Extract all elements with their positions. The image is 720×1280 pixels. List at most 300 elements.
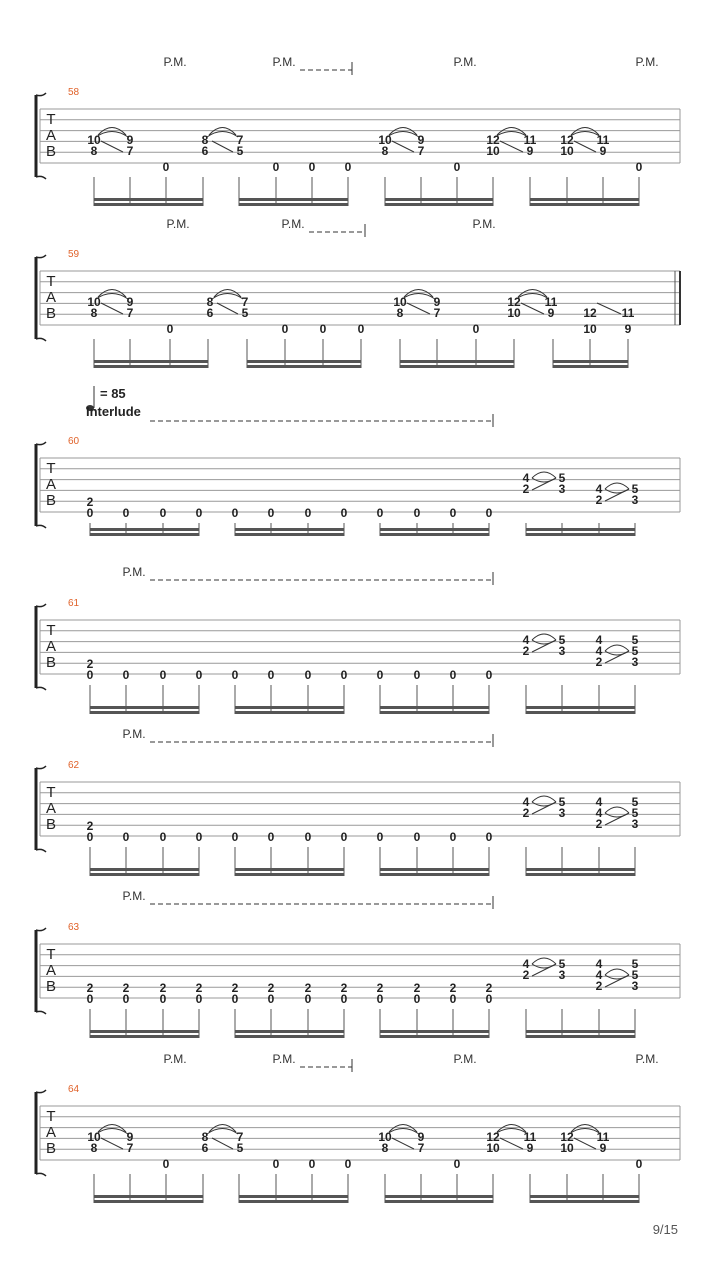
measure-number: 62 xyxy=(68,760,80,771)
note-beam xyxy=(526,528,635,531)
fret-number: 9 xyxy=(526,1141,534,1155)
slide-line xyxy=(500,141,523,152)
slur-arc xyxy=(532,958,556,964)
slide-line xyxy=(521,303,544,314)
tab-clef-a: A xyxy=(45,638,57,655)
note-beam xyxy=(235,1030,344,1033)
note-beam xyxy=(94,365,208,368)
slide-line xyxy=(212,141,233,152)
fret-number: 3 xyxy=(631,493,639,507)
tab-clef-t: T xyxy=(46,273,56,290)
fret-number: 5 xyxy=(631,795,639,809)
fret-number: 3 xyxy=(631,979,639,993)
fret-number: 0 xyxy=(304,506,312,520)
note-beam xyxy=(94,360,208,363)
fret-number: 0 xyxy=(195,668,203,682)
slide-line xyxy=(392,141,414,152)
fret-number: 4 xyxy=(595,795,603,809)
fret-number: 8 xyxy=(90,306,98,320)
note-beam xyxy=(94,203,203,206)
fret-number: 0 xyxy=(485,668,493,682)
fret-number: 2 xyxy=(449,981,457,995)
tab-clef-b: B xyxy=(45,492,57,509)
fret-number: 0 xyxy=(281,322,289,336)
note-beam xyxy=(94,198,203,201)
note-beam xyxy=(235,1035,344,1038)
fret-number: 0 xyxy=(449,992,457,1006)
fret-number: 0 xyxy=(376,506,384,520)
fret-number: 8 xyxy=(201,133,209,147)
fret-number: 0 xyxy=(357,322,365,336)
tab-clef-a: A xyxy=(45,127,57,144)
fret-number: 8 xyxy=(90,1141,98,1155)
tab-clef-b: B xyxy=(45,143,57,160)
fret-number: 0 xyxy=(267,668,275,682)
system-bracket-bottom xyxy=(36,849,46,852)
fret-number: 0 xyxy=(304,992,312,1006)
fret-number: 0 xyxy=(195,992,203,1006)
fret-number: 2 xyxy=(595,817,603,831)
fret-number: 9 xyxy=(417,133,425,147)
palm-mute-label: P.M. xyxy=(272,1052,296,1066)
fret-number: 0 xyxy=(272,160,280,174)
fret-number: 0 xyxy=(86,830,94,844)
fret-number: 0 xyxy=(344,160,352,174)
fret-number: 0 xyxy=(340,668,348,682)
fret-number: 10 xyxy=(378,1130,392,1144)
fret-number: 11 xyxy=(523,133,537,147)
system-bracket-bottom xyxy=(36,687,46,690)
fret-number: 12 xyxy=(507,295,521,309)
note-beam xyxy=(90,1035,199,1038)
fret-number: 8 xyxy=(396,306,404,320)
fret-number: 2 xyxy=(485,981,493,995)
fret-number: 2 xyxy=(522,644,530,658)
fret-number: 0 xyxy=(159,830,167,844)
slide-line xyxy=(101,1138,123,1149)
note-beam xyxy=(235,533,344,536)
slur-arc xyxy=(605,483,629,489)
slide-line xyxy=(212,1138,233,1149)
note-beam xyxy=(239,1200,348,1203)
fret-number: 4 xyxy=(522,957,530,971)
slide-line xyxy=(574,1138,596,1149)
tab-clef-a: A xyxy=(45,289,57,306)
note-beam xyxy=(530,203,639,206)
tab-system-61 xyxy=(36,565,680,714)
palm-mute-label: P.M. xyxy=(281,217,305,231)
fret-number: 2 xyxy=(304,981,312,995)
palm-mute-label: P.M. xyxy=(166,217,190,231)
fret-number: 0 xyxy=(159,506,167,520)
measure-number: 58 xyxy=(68,87,80,98)
slur-arc xyxy=(605,645,629,651)
tab-clef-t: T xyxy=(46,1108,56,1125)
note-beam xyxy=(235,711,344,714)
tab-clef-a: A xyxy=(45,800,57,817)
tab-clef-b: B xyxy=(45,816,57,833)
tab-system-58 xyxy=(36,55,680,206)
tab-clef-t: T xyxy=(46,784,56,801)
fret-number: 0 xyxy=(86,668,94,682)
system-bracket-top xyxy=(36,604,46,607)
note-beam xyxy=(380,533,489,536)
fret-number: 8 xyxy=(201,1130,209,1144)
slur-arc xyxy=(532,472,556,478)
fret-number: 0 xyxy=(449,830,457,844)
fret-number: 0 xyxy=(485,992,493,1006)
fret-number: 0 xyxy=(86,506,94,520)
palm-mute-label: P.M. xyxy=(272,55,296,69)
fret-number: 0 xyxy=(86,992,94,1006)
note-beam xyxy=(380,528,489,531)
fret-number: 0 xyxy=(308,160,316,174)
system-bracket-top xyxy=(36,928,46,931)
fret-number: 5 xyxy=(236,144,244,158)
fret-number: 3 xyxy=(558,806,566,820)
fret-number: 0 xyxy=(413,992,421,1006)
system-bracket-bottom xyxy=(36,525,46,528)
tempo-value: = 85 xyxy=(100,386,126,401)
note-beam xyxy=(239,198,348,201)
note-beam xyxy=(526,1035,635,1038)
fret-number: 4 xyxy=(522,795,530,809)
system-bracket-top xyxy=(36,93,46,96)
fret-number: 5 xyxy=(558,633,566,647)
fret-number: 0 xyxy=(340,506,348,520)
fret-number: 2 xyxy=(595,493,603,507)
fret-number: 10 xyxy=(87,133,101,147)
tab-clef-t: T xyxy=(46,622,56,639)
fret-number: 5 xyxy=(558,795,566,809)
measure-number: 61 xyxy=(68,598,80,609)
fret-number: 0 xyxy=(485,830,493,844)
fret-number: 0 xyxy=(472,322,480,336)
fret-number: 0 xyxy=(376,992,384,1006)
fret-number: 0 xyxy=(195,830,203,844)
fret-number: 3 xyxy=(631,655,639,669)
fret-number: 7 xyxy=(417,1141,425,1155)
palm-mute-label: P.M. xyxy=(635,1052,659,1066)
tab-clef-t: T xyxy=(46,946,56,963)
tab-clef-a: A xyxy=(45,962,57,979)
note-beam xyxy=(239,203,348,206)
fret-number: 4 xyxy=(595,633,603,647)
system-bracket-top xyxy=(36,766,46,769)
fret-number: 7 xyxy=(417,144,425,158)
palm-mute-label: P.M. xyxy=(635,55,659,69)
fret-number: 9 xyxy=(126,133,134,147)
tab-system-62 xyxy=(36,727,680,876)
fret-number: 0 xyxy=(485,506,493,520)
fret-number: 0 xyxy=(231,992,239,1006)
tab-clef-a: A xyxy=(45,476,57,493)
tab-clef-b: B xyxy=(45,654,57,671)
note-beam xyxy=(380,706,489,709)
fret-number: 0 xyxy=(453,160,461,174)
slide-line xyxy=(500,1138,523,1149)
note-beam xyxy=(526,706,635,709)
fret-number: 9 xyxy=(599,1141,607,1155)
fret-number: 0 xyxy=(413,668,421,682)
fret-number: 4 xyxy=(595,806,603,820)
note-beam xyxy=(90,528,199,531)
fret-number: 0 xyxy=(159,992,167,1006)
measure-number: 63 xyxy=(68,922,80,933)
system-bracket-bottom xyxy=(36,1173,46,1176)
fret-number: 0 xyxy=(122,668,130,682)
fret-number: 9 xyxy=(417,1130,425,1144)
note-beam xyxy=(553,365,628,368)
palm-mute-label: P.M. xyxy=(163,1052,187,1066)
fret-number: 10 xyxy=(87,1130,101,1144)
palm-mute-label: P.M. xyxy=(122,889,146,903)
tab-clef-b: B xyxy=(45,1140,57,1157)
note-beam xyxy=(553,360,628,363)
fret-number: 12 xyxy=(560,133,574,147)
note-beam xyxy=(380,711,489,714)
fret-number: 9 xyxy=(126,295,134,309)
fret-number: 2 xyxy=(159,981,167,995)
tab-system-59 xyxy=(36,217,680,368)
fret-number: 5 xyxy=(631,482,639,496)
fret-number: 0 xyxy=(413,830,421,844)
slur-arc xyxy=(532,796,556,802)
fret-number: 0 xyxy=(122,992,130,1006)
fret-number: 11 xyxy=(596,133,610,147)
note-beam xyxy=(380,1030,489,1033)
fret-number: 5 xyxy=(241,306,249,320)
tab-clef-t: T xyxy=(46,460,56,477)
system-bracket-top xyxy=(36,442,46,445)
fret-number: 2 xyxy=(340,981,348,995)
fret-number: 3 xyxy=(558,644,566,658)
fret-number: 7 xyxy=(236,133,244,147)
fret-number: 10 xyxy=(507,306,521,320)
fret-number: 0 xyxy=(267,992,275,1006)
slur-arc xyxy=(605,807,629,813)
fret-number: 0 xyxy=(122,830,130,844)
measure-number: 60 xyxy=(68,436,80,447)
system-bracket-top xyxy=(36,1090,46,1093)
fret-number: 9 xyxy=(599,144,607,158)
fret-number: 0 xyxy=(166,322,174,336)
fret-number: 0 xyxy=(231,506,239,520)
fret-number: 11 xyxy=(523,1130,537,1144)
fret-number: 0 xyxy=(449,668,457,682)
fret-number: 0 xyxy=(376,830,384,844)
fret-number: 11 xyxy=(544,295,558,309)
fret-number: 3 xyxy=(631,817,639,831)
fret-number: 4 xyxy=(595,644,603,658)
fret-number: 0 xyxy=(272,1157,280,1171)
system-bracket-top xyxy=(36,255,46,258)
note-beam xyxy=(90,868,199,871)
slide-line xyxy=(101,303,123,314)
fret-number: 5 xyxy=(558,471,566,485)
palm-mute-label: P.M. xyxy=(453,55,477,69)
note-beam xyxy=(526,868,635,871)
note-beam xyxy=(530,1200,639,1203)
slide-line xyxy=(574,141,596,152)
tab-clef-b: B xyxy=(45,978,57,995)
measure-number: 59 xyxy=(68,249,80,260)
fret-number: 11 xyxy=(596,1130,610,1144)
fret-number: 5 xyxy=(236,1141,244,1155)
fret-number: 0 xyxy=(319,322,327,336)
fret-number: 9 xyxy=(433,295,441,309)
fret-number: 2 xyxy=(86,495,94,509)
note-beam xyxy=(247,365,361,368)
note-beam xyxy=(530,1195,639,1198)
fret-number: 2 xyxy=(595,979,603,993)
note-beam xyxy=(90,711,199,714)
fret-number: 6 xyxy=(206,306,214,320)
fret-number: 10 xyxy=(87,295,101,309)
fret-number: 9 xyxy=(126,1130,134,1144)
fret-number: 0 xyxy=(304,668,312,682)
tab-system-63 xyxy=(36,889,680,1038)
fret-number: 11 xyxy=(621,306,635,320)
fret-number: 4 xyxy=(595,968,603,982)
fret-number: 2 xyxy=(522,968,530,982)
fret-number: 7 xyxy=(241,295,249,309)
note-beam xyxy=(400,360,514,363)
slide-line xyxy=(392,1138,414,1149)
fret-number: 0 xyxy=(635,1157,643,1171)
palm-mute-label: P.M. xyxy=(122,727,146,741)
note-beam xyxy=(380,1035,489,1038)
slur-arc xyxy=(532,634,556,640)
palm-mute-label: P.M. xyxy=(163,55,187,69)
fret-number: 4 xyxy=(522,471,530,485)
system-bracket-bottom xyxy=(36,176,46,179)
fret-number: 10 xyxy=(583,322,597,336)
note-beam xyxy=(239,1195,348,1198)
note-beam xyxy=(90,1030,199,1033)
slur-arc xyxy=(605,969,629,975)
fret-number: 10 xyxy=(378,133,392,147)
fret-number: 3 xyxy=(558,482,566,496)
note-beam xyxy=(526,711,635,714)
fret-number: 0 xyxy=(162,1157,170,1171)
note-beam xyxy=(380,868,489,871)
fret-number: 6 xyxy=(201,144,209,158)
fret-number: 0 xyxy=(635,160,643,174)
fret-number: 0 xyxy=(122,506,130,520)
fret-number: 4 xyxy=(522,633,530,647)
fret-number: 9 xyxy=(624,322,632,336)
tab-system-60 xyxy=(36,436,680,536)
tab-clef-a: A xyxy=(45,1124,57,1141)
fret-number: 7 xyxy=(433,306,441,320)
fret-number: 8 xyxy=(90,144,98,158)
system-bracket-bottom xyxy=(36,1011,46,1014)
fret-number: 5 xyxy=(631,968,639,982)
fret-number: 12 xyxy=(486,1130,500,1144)
note-beam xyxy=(385,1195,493,1198)
fret-number: 2 xyxy=(122,981,130,995)
fret-number: 12 xyxy=(486,133,500,147)
fret-number: 0 xyxy=(453,1157,461,1171)
fret-number: 0 xyxy=(340,992,348,1006)
fret-number: 0 xyxy=(267,830,275,844)
fret-number: 0 xyxy=(376,668,384,682)
fret-number: 4 xyxy=(595,957,603,971)
fret-number: 2 xyxy=(86,981,94,995)
fret-number: 12 xyxy=(560,1130,574,1144)
tab-clef-t: T xyxy=(46,111,56,128)
fret-number: 10 xyxy=(486,1141,500,1155)
slide-line xyxy=(597,303,621,314)
note-beam xyxy=(385,203,493,206)
fret-number: 2 xyxy=(376,981,384,995)
fret-number: 10 xyxy=(486,144,500,158)
system-bracket-bottom xyxy=(36,338,46,341)
fret-number: 2 xyxy=(413,981,421,995)
fret-number: 5 xyxy=(631,957,639,971)
fret-number: 5 xyxy=(631,644,639,658)
fret-number: 0 xyxy=(231,668,239,682)
note-beam xyxy=(235,873,344,876)
note-beam xyxy=(90,706,199,709)
tab-clef-b: B xyxy=(45,305,57,322)
note-beam xyxy=(247,360,361,363)
fret-number: 0 xyxy=(413,506,421,520)
fret-number: 2 xyxy=(267,981,275,995)
note-beam xyxy=(235,868,344,871)
fret-number: 0 xyxy=(231,830,239,844)
fret-number: 7 xyxy=(126,1141,134,1155)
note-beam xyxy=(385,1200,493,1203)
fret-number: 0 xyxy=(162,160,170,174)
fret-number: 0 xyxy=(344,1157,352,1171)
fret-number: 8 xyxy=(381,144,389,158)
fret-number: 7 xyxy=(236,1130,244,1144)
tab-system-64 xyxy=(36,1052,680,1203)
fret-number: 2 xyxy=(86,657,94,671)
fret-number: 0 xyxy=(267,506,275,520)
fret-number: 10 xyxy=(560,1141,574,1155)
fret-number: 0 xyxy=(340,830,348,844)
note-beam xyxy=(94,1195,203,1198)
slide-line xyxy=(101,141,123,152)
fret-number: 2 xyxy=(86,819,94,833)
fret-number: 8 xyxy=(381,1141,389,1155)
note-beam xyxy=(400,365,514,368)
measure-number: 64 xyxy=(68,1084,80,1095)
note-beam xyxy=(90,533,199,536)
note-beam xyxy=(235,528,344,531)
palm-mute-label: P.M. xyxy=(122,565,146,579)
note-beam xyxy=(385,198,493,201)
fret-number: 7 xyxy=(126,306,134,320)
note-beam xyxy=(235,706,344,709)
note-beam xyxy=(90,873,199,876)
fret-number: 10 xyxy=(393,295,407,309)
fret-number: 0 xyxy=(159,668,167,682)
fret-number: 5 xyxy=(631,806,639,820)
fret-number: 0 xyxy=(308,1157,316,1171)
fret-number: 6 xyxy=(201,1141,209,1155)
slide-line xyxy=(217,303,238,314)
fret-number: 2 xyxy=(595,655,603,669)
palm-mute-label: P.M. xyxy=(453,1052,477,1066)
fret-number: 10 xyxy=(560,144,574,158)
section-label: Interlude xyxy=(86,404,141,419)
fret-number: 5 xyxy=(631,633,639,647)
note-beam xyxy=(526,873,635,876)
